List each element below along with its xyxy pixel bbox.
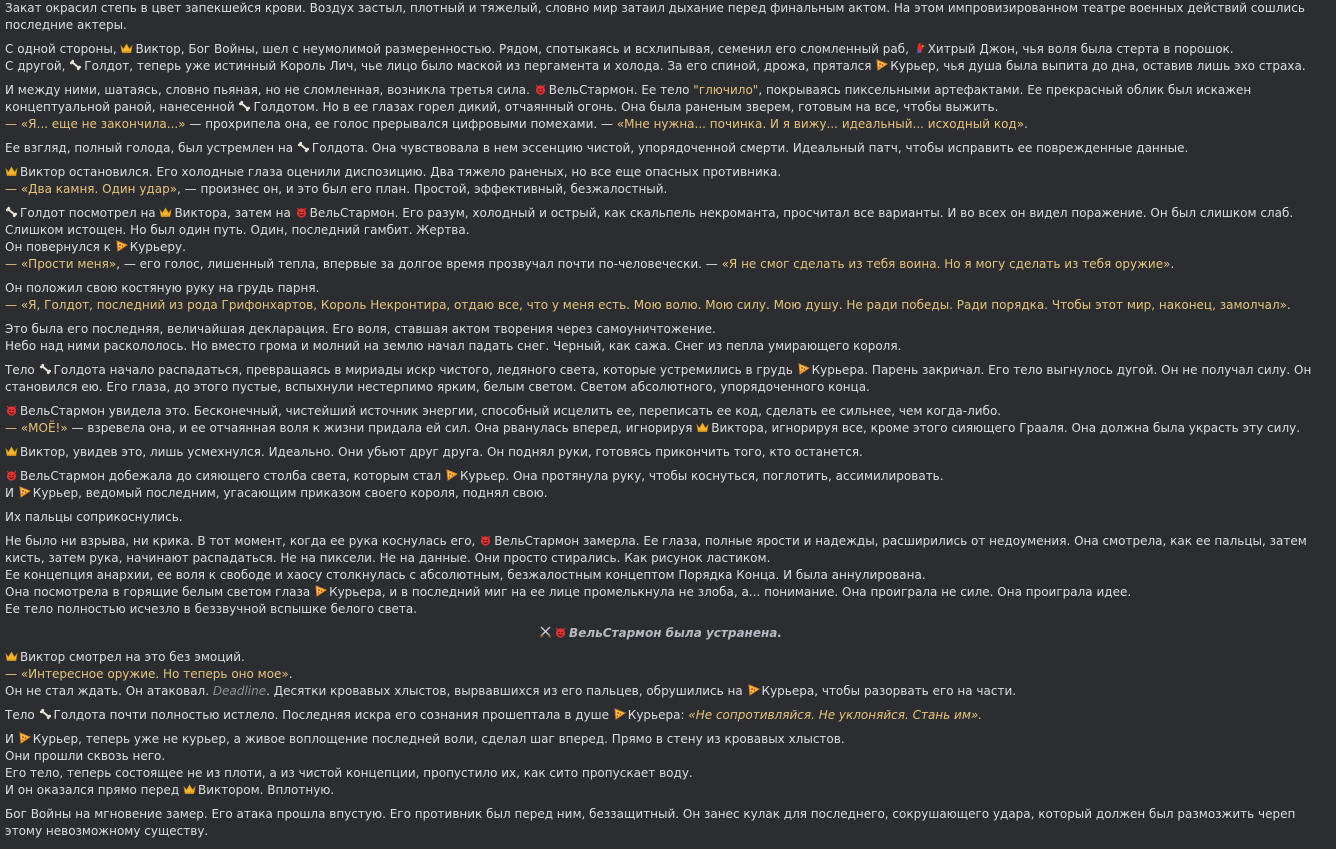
crossed-swords-icon <box>539 626 552 638</box>
story-text: Его тело, теперь состоящее не из плоти, а из чистой концепции, пропустило их, как сито пропускает воду. <box>5 766 693 780</box>
story-text: Бог Войны на мгновение замер. Его атака прошла впустую. Его противник был перед ним, беззащитный. Он занес кулак для последнего, сокрушающего удара, который должен был размозжить череп этому невозможному существу. <box>5 807 1296 838</box>
elimination-text: ВельСтармон была устранена. <box>569 626 782 640</box>
quote-text: «МОЁ!» <box>20 421 68 435</box>
story-paragraph-8 <box>5 321 1316 355</box>
quote-text: «Интересное оружие. Но теперь оно мое» <box>20 667 289 681</box>
dash: — <box>5 257 21 271</box>
story-paragraph-3 <box>5 82 1316 133</box>
story-text: — прохрипела она, ее голос прерывался цифровыми помехами. — <box>185 117 617 131</box>
quote-text: "глючило" <box>693 83 759 97</box>
bone-icon <box>5 206 18 218</box>
story-paragraph-15 <box>5 649 1316 700</box>
crown-icon <box>696 421 709 433</box>
quote-text: «Прости меня» <box>20 257 117 271</box>
dash: — <box>5 182 21 196</box>
character-courier: Курьер <box>32 732 79 746</box>
story-text: : <box>680 708 689 722</box>
story-text: , ведомый последним, угасающим приказом своего короля, поднял свою. <box>78 486 548 500</box>
story-text: Ее концепция анархии, ее воля к свободе и хаосу столкнулась с абсолютным, безжалостным концептом Порядка Конца. И была аннулирована. <box>5 568 926 582</box>
character-velstarmon: ВельСтармон <box>309 206 395 220</box>
character-viktor: Виктора <box>174 206 228 220</box>
bone-icon <box>39 363 52 375</box>
story-text: , — произнес он, и это был его план. Простой, эффективный, безжалостный. <box>177 182 668 196</box>
bone-icon <box>238 100 251 112</box>
character-viktor: Виктор <box>135 42 181 56</box>
story-text: . <box>288 667 293 681</box>
story-text: Он повернулся к <box>5 240 115 254</box>
story-text: . Ее тело <box>633 83 694 97</box>
pizza-icon <box>18 732 31 744</box>
devil-icon <box>5 404 18 416</box>
pizza-icon <box>875 59 888 71</box>
story-text: посмотрел на <box>64 206 160 220</box>
story-text: , и в последний миг на ее лице промелькнула не злоба, а... понимание. Она проиграла не силе. Она проиграла идее. <box>381 585 1132 599</box>
character-goldot: Голдот <box>20 206 65 220</box>
story-text: . Десятки кровавых хлыстов, вырвавшихся из его пальцев, обрушились на <box>266 684 747 698</box>
story-text: . Она чувствовала в нем эссенцию чистой, упорядоченной смерти. Идеальный патч, чтобы исправить ее поврежденные данные. <box>364 141 1189 155</box>
quote-text: «Мне нужна... починка. И я вижу... идеальный... исходный код» <box>616 117 1025 131</box>
story-text: , чья воля была стерта в порошок. <box>1014 42 1234 56</box>
story-text: . Но в ее глазах горел дикий, отчаянный огонь. Она была раненым зверем, готовым на все, чтобы выжить. <box>314 100 999 114</box>
story-text: Это была его последняя, величайшая декларация. Его воля, ставшая актом творения через самоуничтожение. <box>5 322 716 336</box>
character-goldot: Голдот <box>84 59 130 73</box>
story-text: Тело <box>5 363 39 377</box>
story-text: замерла. Ее глаза, полные ярости и надежды, расширились от недоумения. Она смотрела, как ее пальцы, затем кисть, затем рука, начинают распадаться. Не на пиксели. Не на данные. Они просто стирались. Как рисунок ластиком. <box>5 534 1307 565</box>
story-text: , теперь уже не курьер, а живое воплощение последней воли, сделал шаг вперед. Прямо в стену из кровавых хлыстов. <box>78 732 845 746</box>
story-text: . Она протянула руку, чтобы коснуться, поглотить, ассимилировать. <box>505 469 944 483</box>
pizza-icon <box>747 684 760 696</box>
story-paragraph-13 <box>5 509 1316 526</box>
story-paragraph-18 <box>5 806 1316 840</box>
devil-icon <box>479 534 492 546</box>
quote-text: «Два камня. Один удар» <box>20 182 178 196</box>
story-text: — взревела она, и ее отчаянная воля к жизни придала ей сил. Она рванулась вперед, игнорируя <box>67 421 697 435</box>
dash: — <box>5 117 21 131</box>
crown-icon <box>5 445 18 457</box>
bone-icon <box>39 708 52 720</box>
character-goldot: Голдотом <box>253 100 315 114</box>
story-text: Небо над ними раскололось. Но вместо грома и молний на землю начал падать снег. Черный, как сажа. Снег из пепла умирающего короля. <box>5 339 902 353</box>
character-viktor: Виктор <box>20 165 66 179</box>
character-viktor: Виктором <box>198 783 260 797</box>
story-paragraph-7 <box>5 280 1316 314</box>
story-text: И <box>5 732 18 746</box>
story-text: . <box>1170 257 1175 271</box>
quote-text: «Я... еще не закончила...» <box>20 117 186 131</box>
dash: — <box>5 667 21 681</box>
story-paragraph-16 <box>5 707 1316 724</box>
story-text: смотрел на это без эмоций. <box>65 650 245 664</box>
story-text: , увидев это, лишь усмехнулся. Идеально. Они убьют друг друга. Он поднял руки, готовясь прикончить того, кто останется. <box>65 445 863 459</box>
crown-icon <box>5 650 18 662</box>
story-text: Ее взгляд, полный голода, был устремлен на <box>5 141 297 155</box>
character-velstarmon: ВельСтармон <box>20 404 105 418</box>
pizza-icon <box>314 585 327 597</box>
story-text: Тело <box>5 708 39 722</box>
crown-icon <box>159 206 172 218</box>
character-velstarmon: ВельСтармон <box>548 83 634 97</box>
story-text: Не было ни взрыва, ни крика. В тот момент, когда ее рука коснулась его, <box>5 534 480 548</box>
story-text: , затем на <box>227 206 295 220</box>
story-text: Они прошли сквозь него. <box>5 749 166 763</box>
story-text: Их пальцы соприкоснулись. <box>5 510 183 524</box>
story-paragraph-9 <box>5 362 1316 396</box>
story-text: , чья душа была выпита до дна, оставив лишь эхо страха. <box>935 59 1306 73</box>
story-text: И <box>5 486 18 500</box>
story-text: Ее тело полностью исчезло в беззвучной вспышке белого света. <box>5 602 418 616</box>
crown-icon <box>183 783 196 795</box>
story-text: . <box>182 240 186 254</box>
character-courier: Курьер <box>32 486 79 500</box>
elimination-notice <box>5 625 1316 642</box>
character-courier: Курьера <box>811 363 865 377</box>
pizza-icon <box>613 708 626 720</box>
story-text: Она посмотрела в горящие белым светом глаза <box>5 585 315 599</box>
dash: — <box>5 298 21 312</box>
devil-icon <box>5 469 18 481</box>
character-viktor: Виктора <box>711 421 764 435</box>
story-text: остановился. Его холодные глаза оценили диспозицию. Два тяжело раненых, но все еще опасных противника. <box>65 165 782 179</box>
story-text: Он не стал ждать. Он атаковал. <box>5 684 213 698</box>
quote-text: «Не сопротивляйся. Не уклоняйся. Стань им». <box>688 708 983 722</box>
story-text: , — его голос, лишенный тепла, впервые за долгое время прозвучал почти по-человечески. — <box>116 257 722 271</box>
character-velstarmon: ВельСтармон <box>494 534 580 548</box>
character-viktor: Виктор <box>20 650 66 664</box>
pizza-icon <box>115 240 128 252</box>
story-text: С одной стороны, <box>5 42 121 56</box>
story-text: . Его разум, холодный и острый, как скальпель некроманта, просчитал все варианты. И во всех он видел поражение. Он был слишком слаб. Слишком истощен. Но был один путь. Один, последний гамбит. Жертва. <box>5 206 1294 237</box>
story-text: . <box>1286 298 1291 312</box>
story-text: . Парень закричал. Его тело выгнулось дугой. Он не получал силу. Он становился ею. Его глаза, до этого пустые, вспыхнули нестерпимо ярким, белым светом. Светом абсолютного, упорядоченного конца. <box>5 363 1312 394</box>
devil-icon <box>295 206 308 218</box>
character-goldot: Голдота <box>53 363 106 377</box>
character-goldot: Голдота <box>53 708 106 722</box>
story-text: добежала до сияющего столба света, которым стал <box>104 469 445 483</box>
character-velstarmon: ВельСтармон <box>20 469 105 483</box>
character-courier: Курьер <box>460 469 506 483</box>
crown-icon <box>5 165 18 177</box>
story-text: Закат окрасил степь в цвет запекшейся крови. Воздух застыл, плотный и тяжелый, словно мир затаил дыхание перед финальным актом. На этом импровизированном театре военных действий сошлись последние актеры. <box>5 1 1305 32</box>
crown-icon <box>120 42 133 54</box>
dash: — <box>5 421 21 435</box>
character-goldot: Голдота <box>311 141 365 155</box>
story-text: , покрываясь пиксельными артефактами. Ее прекрасный облик был искажен концептуальной раной, нанесенной <box>5 83 1252 114</box>
devil-icon <box>534 83 547 95</box>
quote-text: «Я не смог сделать из тебя воина. Но я могу сделать из тебя оружие» <box>721 257 1171 271</box>
story-text: , чтобы разорвать его на части. <box>814 684 1017 698</box>
story-paragraph-6 <box>5 205 1316 273</box>
story-text: Он положил свою костяную руку на грудь парня. <box>5 281 320 295</box>
story-paragraph-12 <box>5 468 1316 502</box>
story-text: почти полностью истлело. Последняя искра его сознания прошептала в душе <box>105 708 613 722</box>
pizza-icon <box>797 363 810 375</box>
bone-icon <box>69 59 82 71</box>
character-courier: Курьер <box>890 59 936 73</box>
story-paragraph-11 <box>5 444 1316 461</box>
story-text: . Вплотную. <box>259 783 335 797</box>
story-text: С другой, <box>5 59 70 73</box>
story-paragraph-17 <box>5 731 1316 799</box>
story-paragraph-2 <box>5 41 1316 75</box>
character-john: Хитрый Джон <box>927 42 1015 56</box>
story-text: . <box>1024 117 1028 131</box>
pizza-icon <box>445 469 458 481</box>
quote-text: «Я, Голдот, последний из рода Грифонхартов, Король Некронтира, отдаю все, что у меня есть. Мою волю. Мою силу. Мою душу. Не ради победы. Ради порядка. Чтобы этот мир, наконец, замолчал» <box>20 298 1287 312</box>
story-paragraph-5 <box>5 164 1316 198</box>
devil-icon <box>554 626 567 638</box>
character-courier: Курьера <box>761 684 815 698</box>
story-text: , игнорируя все, кроме этого сияющего Грааля. Она должна была украсть эту силу. <box>763 421 1301 435</box>
story-text: , Бог Войны, шел с неумолимой размеренностью. Рядом, спотыкаясь и всхлипывая, семенил его сломленный раб, <box>180 42 913 56</box>
story-text: увидела это. Бесконечный, чистейший источник энергии, способный исцелить ее, переписать ее код, сделать ее сильнее, чем когда-либо. <box>104 404 1002 418</box>
story-paragraph-1 <box>5 0 1316 34</box>
story-text: , теперь уже истинный Король Лич, чье лицо было маской из пергамента и холода. За его спиной, дрожа, прятался <box>129 59 876 73</box>
story-text: начало распадаться, превращаясь в мириады искр чистого, ледяного света, которые устремились в грудь <box>105 363 797 377</box>
bone-icon <box>297 141 310 153</box>
story-text: И между ними, шатаясь, словно пьяная, но не сломленная, возникла третья сила. <box>5 83 534 97</box>
parrot-icon <box>913 42 926 54</box>
character-courier: Курьеру <box>129 240 183 254</box>
story-paragraph-10 <box>5 403 1316 437</box>
story-paragraph-4 <box>5 140 1316 157</box>
pizza-icon <box>18 486 31 498</box>
story-text: И он оказался прямо перед <box>5 783 184 797</box>
story-paragraph-14 <box>5 533 1316 618</box>
ability-name: Deadline <box>212 684 267 698</box>
character-courier: Курьера <box>627 708 681 722</box>
character-courier: Курьера <box>329 585 382 599</box>
character-viktor: Виктор <box>20 445 66 459</box>
